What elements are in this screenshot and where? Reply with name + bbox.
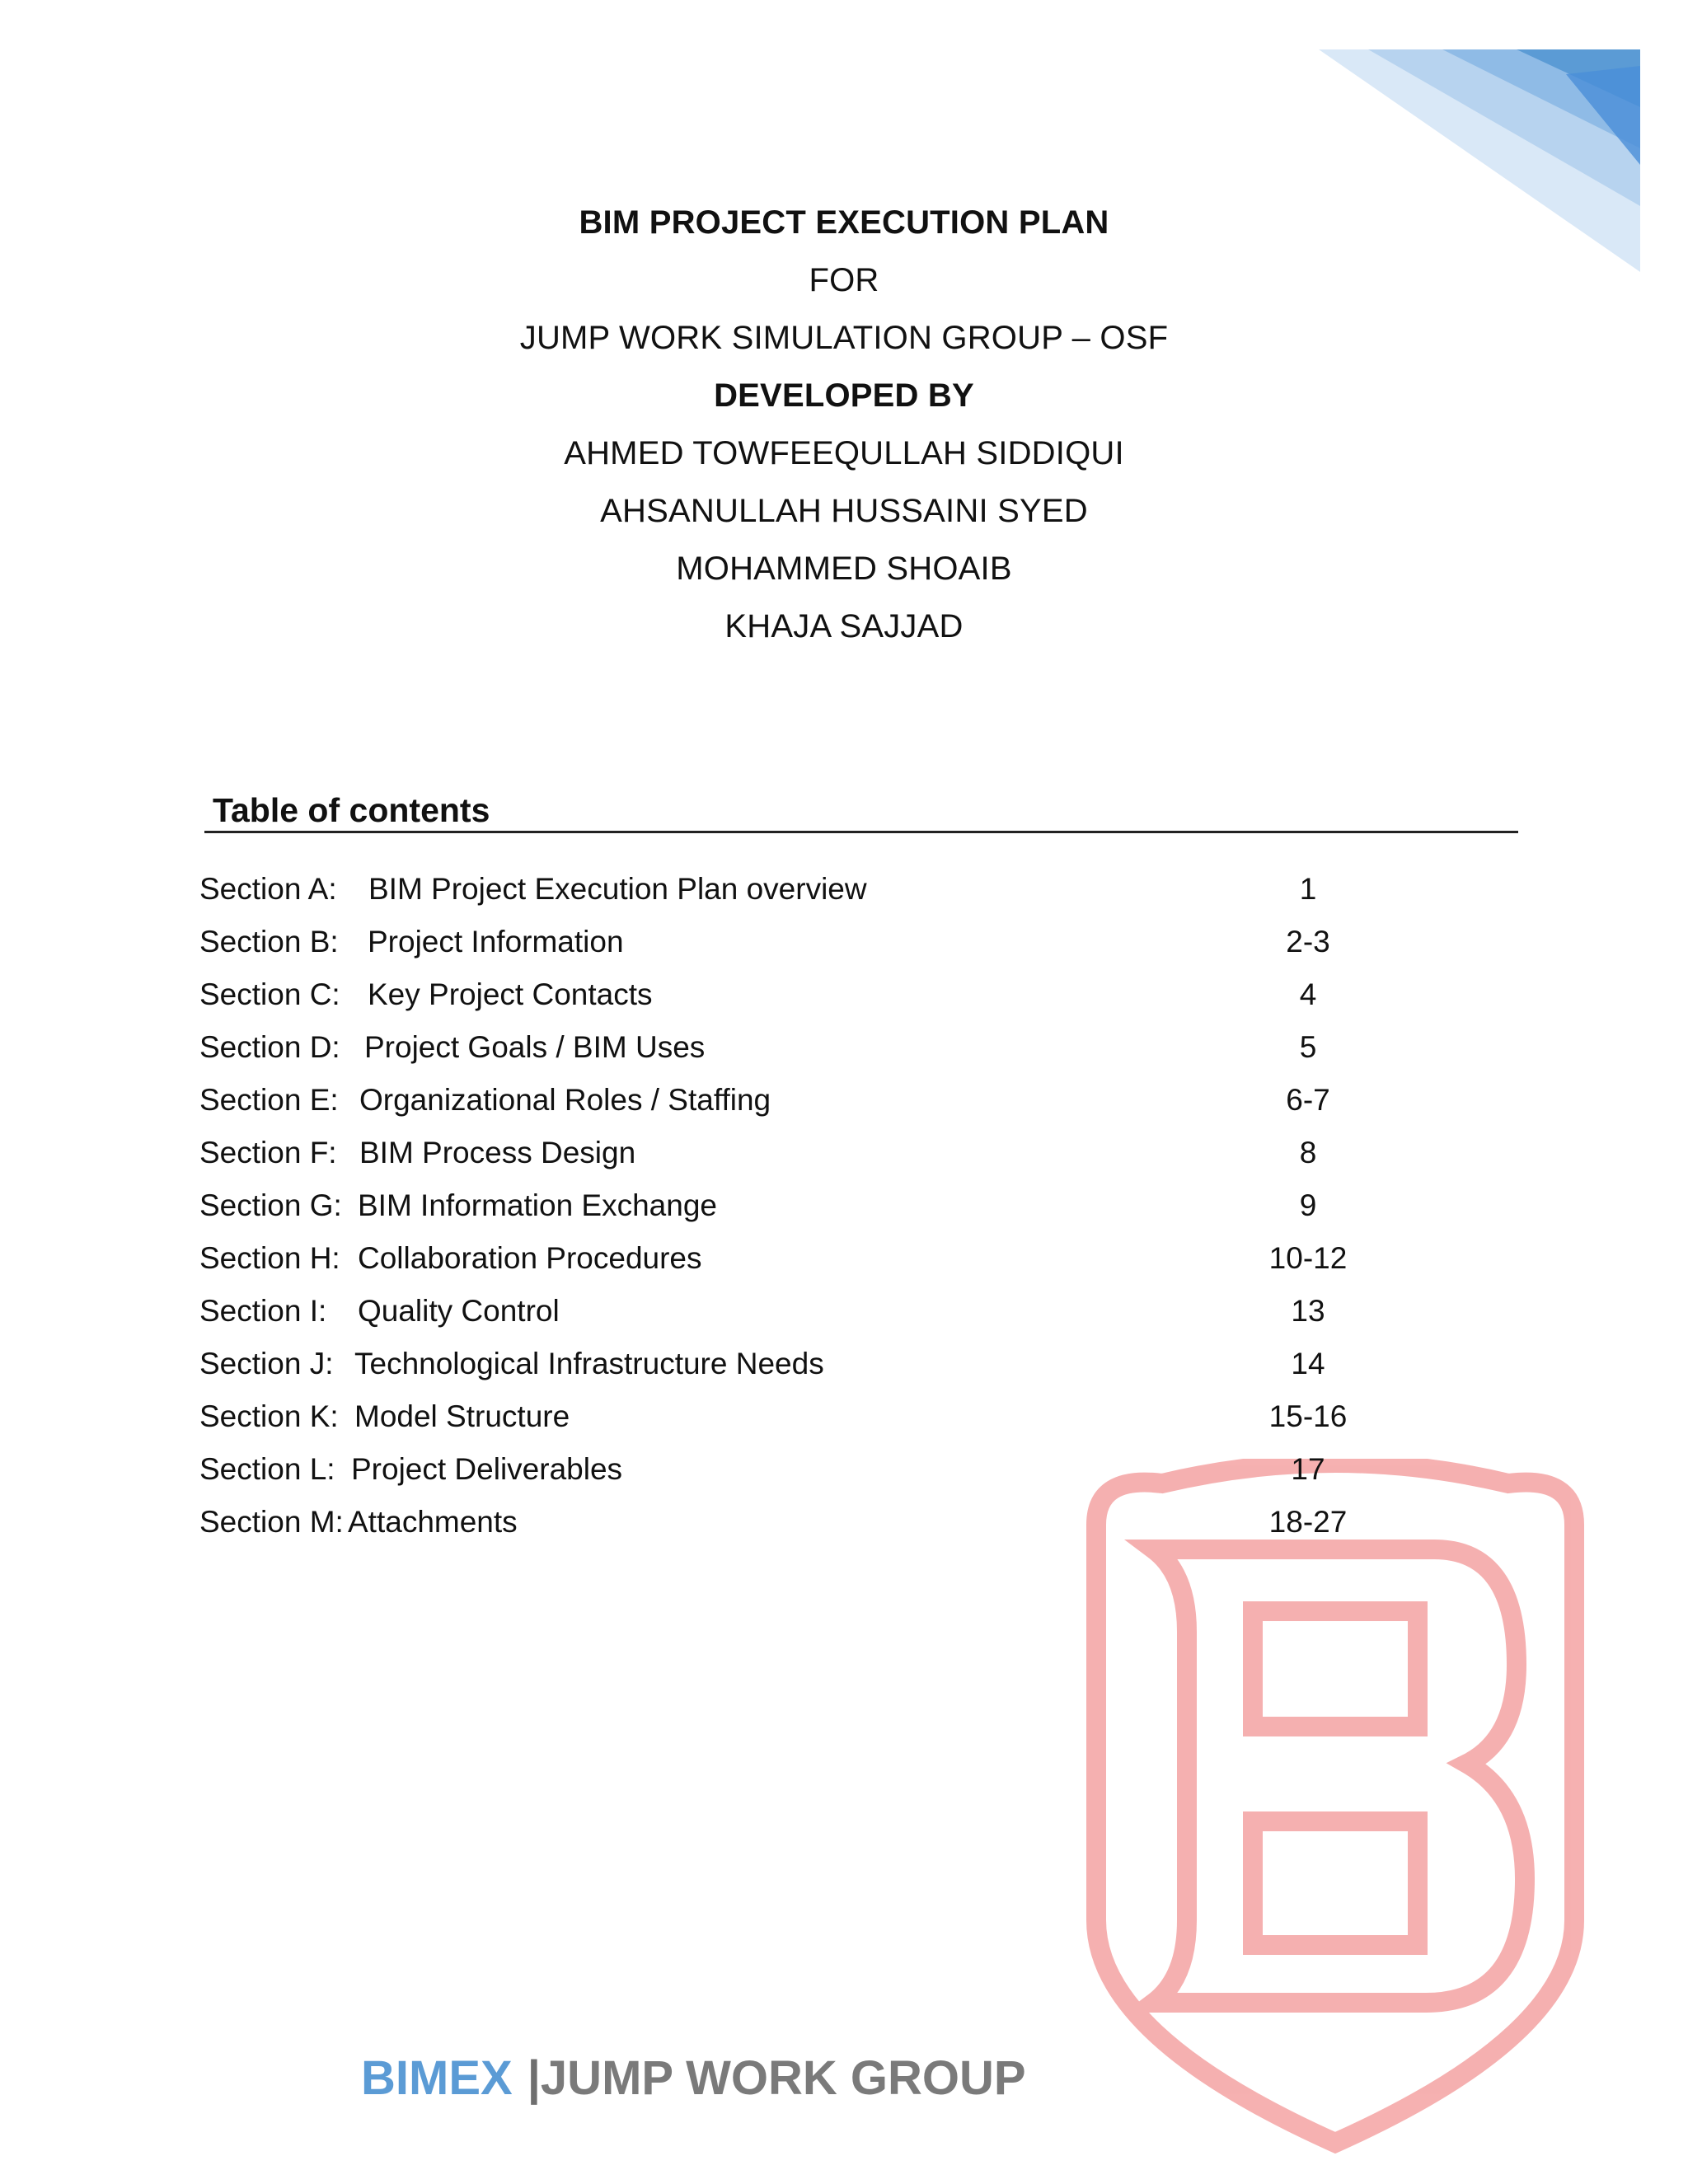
toc-page-number: 17	[1291, 1452, 1325, 1486]
b-shield-watermark-icon	[1047, 1459, 1624, 2168]
footer-group-name: JUMP WORK GROUP	[540, 2051, 1026, 2105]
group-name-line: JUMP WORK SIMULATION GROUP – OSF	[519, 320, 1169, 356]
toc-section-label: Section B:	[199, 925, 339, 958]
toc-section-label: Section D:	[199, 1030, 340, 1064]
toc-section-label: Section M:	[199, 1505, 344, 1539]
toc-page-number: 13	[1291, 1294, 1325, 1328]
title-for-line: FOR	[809, 262, 879, 298]
author-name: AHSANULLAH HUSSAINI SYED	[600, 493, 1088, 529]
toc-page-number: 8	[1299, 1136, 1317, 1169]
toc-section-title: Collaboration Procedures	[358, 1241, 702, 1275]
toc-section-label: Section G:	[199, 1188, 342, 1222]
toc-section-title: Key Project Contacts	[368, 977, 653, 1011]
toc-page-number: 14	[1291, 1347, 1325, 1380]
toc-page-number: 10-12	[1268, 1241, 1348, 1275]
toc-section-label: Section K:	[199, 1399, 339, 1433]
toc-page-number: 9	[1299, 1188, 1317, 1222]
toc-section-title: Technological Infrastructure Needs	[354, 1347, 824, 1380]
toc-row[interactable]	[199, 1446, 1436, 1495]
toc-section-title: Model Structure	[354, 1399, 570, 1433]
toc-page-number: 15-16	[1268, 1399, 1348, 1433]
toc-section-label: Section I:	[199, 1294, 327, 1328]
author-name: KHAJA SAJJAD	[724, 608, 964, 644]
toc-section-label: Section A:	[199, 872, 337, 906]
toc-section-label: Section F:	[199, 1136, 337, 1169]
author-name: MOHAMMED SHOAIB	[676, 551, 1012, 587]
toc-section-label: Section C:	[199, 977, 340, 1011]
toc-row[interactable]	[199, 1498, 1436, 1548]
author-name: AHMED TOWFEEQULLAH SIDDIQUI	[564, 435, 1124, 471]
toc-section-label: Section L:	[199, 1452, 335, 1486]
toc-row[interactable]	[199, 1393, 1436, 1442]
toc-row[interactable]	[199, 1182, 1436, 1231]
document-title: BIM PROJECT EXECUTION PLAN	[579, 204, 1109, 241]
toc-row[interactable]	[199, 1129, 1436, 1179]
toc-page-number: 1	[1299, 872, 1317, 906]
toc-row[interactable]	[199, 1340, 1436, 1390]
toc-row[interactable]	[199, 918, 1436, 968]
toc-page-number: 5	[1299, 1030, 1317, 1064]
toc-section-title: BIM Information Exchange	[358, 1188, 717, 1222]
developed-by-label: DEVELOPED BY	[714, 377, 974, 414]
toc-section-title: Project Goals / BIM Uses	[364, 1030, 706, 1064]
toc-section-label: Section E:	[199, 1083, 339, 1117]
toc-section-title: BIM Project Execution Plan overview	[368, 872, 867, 906]
footer-branding	[361, 2050, 1026, 2106]
toc-row[interactable]	[199, 1024, 1436, 1073]
toc-row[interactable]	[199, 1287, 1436, 1337]
toc-page-number: 4	[1299, 977, 1317, 1011]
toc-section-title: Organizational Roles / Staffing	[359, 1083, 771, 1117]
toc-section-title: Project Deliverables	[351, 1452, 623, 1486]
toc-section-title: BIM Process Design	[359, 1136, 636, 1169]
toc-section-title: Quality Control	[358, 1294, 560, 1328]
toc-page-number: 6-7	[1286, 1083, 1330, 1117]
toc-section-title: Attachments	[348, 1505, 518, 1539]
toc-section-title: Project Information	[368, 925, 624, 958]
toc-row[interactable]	[199, 865, 1436, 915]
toc-section-label: Section H:	[199, 1241, 340, 1275]
toc-section-label: Section J:	[199, 1347, 334, 1380]
toc-row[interactable]	[199, 971, 1436, 1020]
toc-page-number: 18-27	[1268, 1505, 1348, 1539]
toc-page-number: 2-3	[1286, 925, 1330, 958]
footer-separator: |	[527, 2051, 541, 2105]
footer-brand: BIMEX	[361, 2051, 513, 2105]
toc-divider	[204, 831, 1518, 833]
toc-heading: Table of contents	[213, 791, 490, 829]
toc-row[interactable]	[199, 1235, 1436, 1284]
toc-row[interactable]	[199, 1076, 1436, 1126]
